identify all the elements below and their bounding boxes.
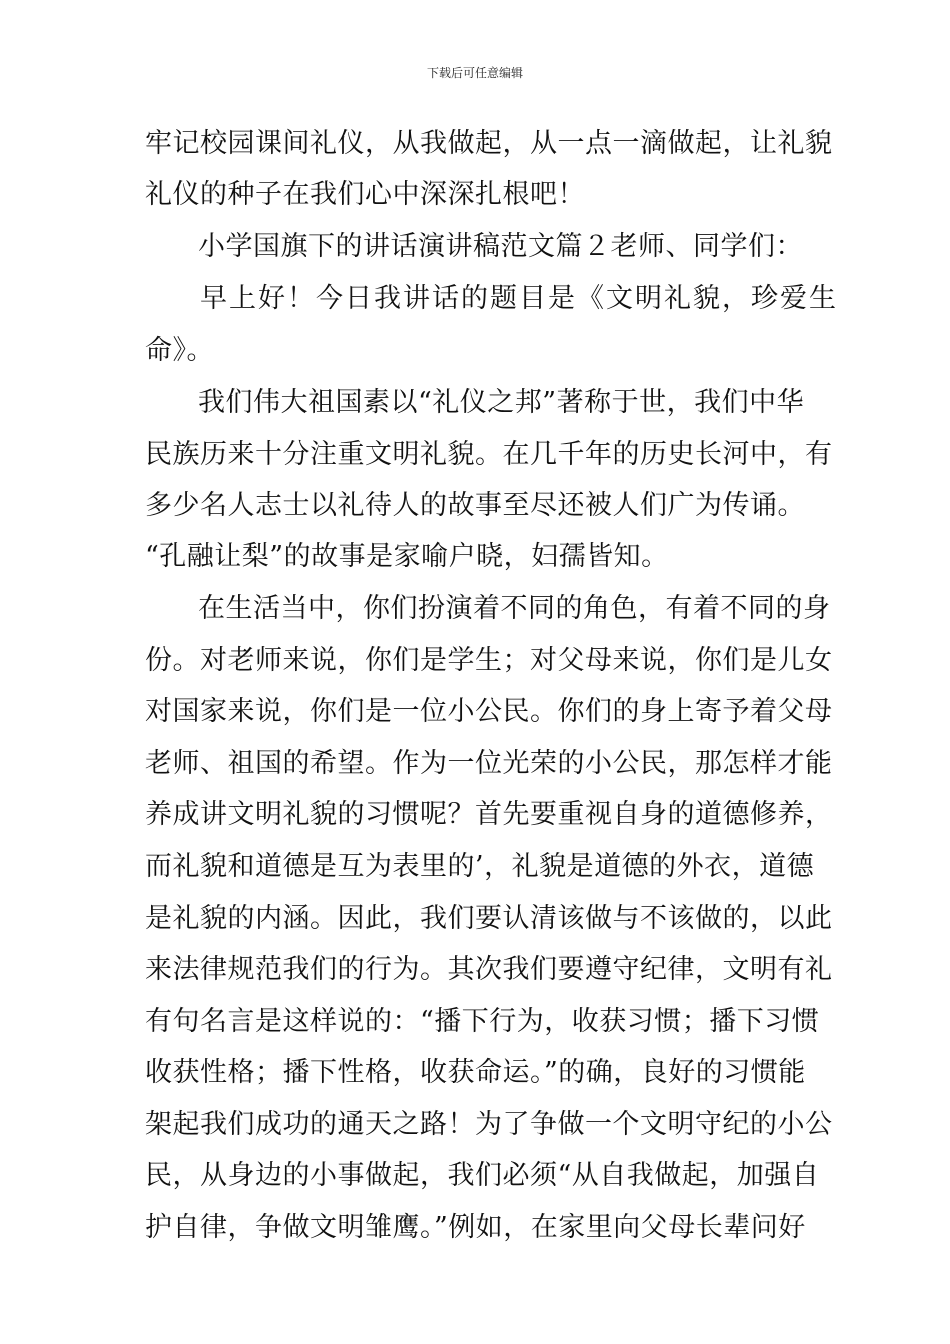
text-line: 来法律规范我们的行为。其次我们要遵守纪律，文明有礼 bbox=[145, 954, 833, 985]
text-line: 在生活当中，你们扮演着不同的角色，有着不同的身 bbox=[198, 593, 831, 624]
text-line: 民，从身边的小事做起，我们必须“从自我做起，加强自 bbox=[145, 1160, 820, 1191]
text-line: 对国家来说，你们是一位小公民。你们的身上寄予着父母 bbox=[145, 696, 833, 727]
text-line: 有句名言是这样说的：“播下行为，收获习惯；播下习惯 bbox=[145, 1006, 820, 1037]
text-line: 是礼貌的内涵。因此，我们要认清该做与不该做的，以此 bbox=[145, 903, 833, 934]
text-line: 小学国旗下的讲话演讲稿范文篇２老师、同学们： bbox=[198, 231, 803, 262]
page-header-note: 下载后可任意编辑 bbox=[426, 66, 523, 80]
text-line: 架起我们成功的通天之路！为了争做一个文明守纪的小公 bbox=[145, 1109, 833, 1140]
text-line: 份。对老师来说，你们是学生；对父母来说，你们是儿女 bbox=[145, 645, 833, 676]
text-line: 命》。 bbox=[145, 335, 214, 366]
text-line: 收获性格；播下性格，收获命运。”的确，良好的习惯能 bbox=[145, 1057, 806, 1088]
text-line: 养成讲文明礼貌的习惯呢？首先要重视自身的道德修养， bbox=[145, 799, 833, 830]
text-line: 老师、祖国的希望。作为一位光荣的小公民，那怎样才能 bbox=[145, 748, 833, 779]
text-line: 牢记校园课间礼仪，从我做起，从一点一滴做起，让礼貌 bbox=[145, 128, 833, 159]
text-line: 我们伟大祖国素以“礼仪之邦”著称于世，我们中华 bbox=[198, 387, 805, 418]
text-line: 早上好！今日我讲话的题目是《文明礼貌，珍爱生 bbox=[200, 283, 838, 314]
text-line: 护自律，争做文明雏鹰。”例如，在家里向父母长辈问好 bbox=[145, 1212, 806, 1243]
text-line: 多少名人志士以礼待人的故事至尽还被人们广为传诵。 bbox=[145, 490, 805, 521]
text-line: 而礼貌和道德是互为表里的’，礼貌是道德的外衣，道德 bbox=[145, 851, 815, 882]
text-line: 民族历来十分注重文明礼貌。在几千年的历史长河中，有 bbox=[145, 439, 833, 470]
text-line: 礼仪的种子在我们心中深深扎根吧！ bbox=[145, 179, 585, 210]
text-line: “孔融让梨”的故事是家喻户晓，妇孺皆知。 bbox=[145, 541, 669, 572]
